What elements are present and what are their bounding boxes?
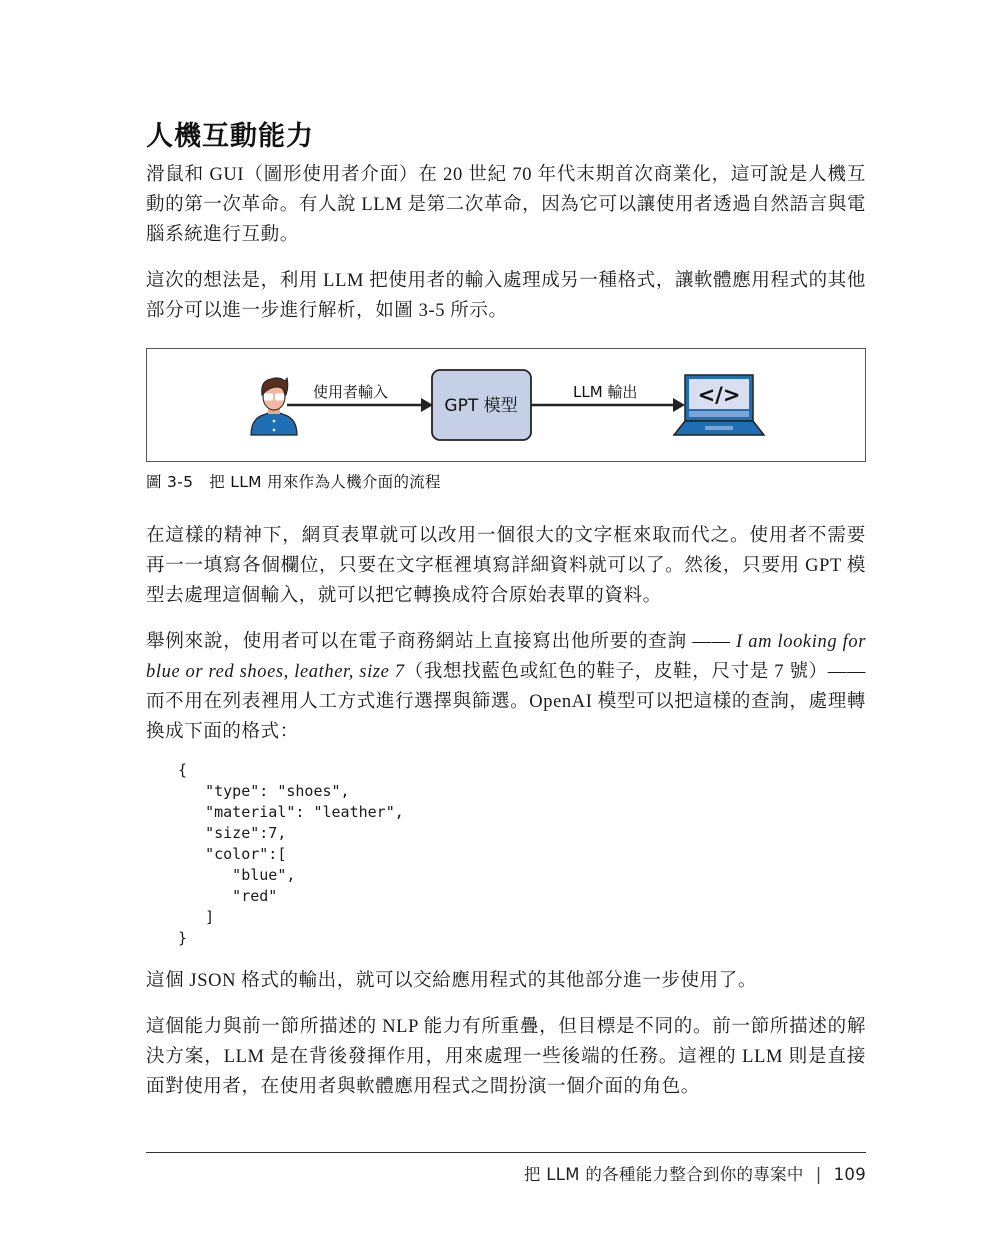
example-text-before: 舉例來說，使用者可以在電子商務網站上直接寫出他所要的查詢 —— bbox=[146, 632, 737, 652]
paragraph-comparison: 這個能力與前一節所描述的 NLP 能力有所重疊，但目標是不同的。前一節所描述的解決方案，LLM 是在背後發揮作用，用來處理一些後端的任務。這裡的 LLM 則是直接面對使用者，在使用者與軟體應用程式之間扮演一個介面的角色。 bbox=[146, 1017, 866, 1097]
footer-separator: | bbox=[815, 1165, 822, 1184]
footer-divider bbox=[146, 1152, 866, 1153]
paragraph-json-output: 這個 JSON 格式的輸出，就可以交給應用程式的其他部分進一步使用了。 bbox=[146, 971, 757, 991]
json-code-block: { "type": "shoes", "material": "leather", "size":7, "color":[ "blue", "red" ] } bbox=[178, 761, 404, 947]
figure-caption bbox=[146, 470, 441, 492]
input-arrow-label: 使用者輸入 bbox=[313, 383, 389, 401]
paragraph-intro: 滑鼠和 GUI（圖形使用者介面）在 20 世紀 70 年代末期首次商業化，這可說是人機互動的第一次革命。有人說 LLM 是第二次革命，因為它可以讓使用者透過自然語言與電腦系統進行互動。 bbox=[146, 165, 866, 245]
gpt-model-label: GPT 模型 bbox=[444, 396, 518, 416]
paragraph-idea: 這次的想法是，利用 LLM 把使用者的輸入處理成另一種格式，讓軟體應用程式的其他部分可以進一步進行解析，如圖 3-5 所示。 bbox=[146, 271, 866, 321]
laptop-code-icon bbox=[674, 375, 764, 435]
figure-number: 圖 3-5 bbox=[146, 473, 194, 491]
page-number: 109 bbox=[833, 1165, 866, 1184]
figure-caption-text: 把 LLM 用來作為人機介面的流程 bbox=[209, 473, 441, 491]
output-arrow-label: LLM 輸出 bbox=[573, 383, 638, 401]
page-footer bbox=[524, 1161, 866, 1185]
flow-diagram bbox=[147, 349, 865, 461]
chapter-title: 把 LLM 的各種能力整合到你的專案中 bbox=[523, 1165, 804, 1184]
example-text-after: （我想找藍色或紅色的鞋子，皮鞋，尺寸是 7 號）—— 而不用在列表裡用人工方式進行選擇與篩選。OpenAI 模型可以把這樣的查詢，處理轉換成下面的格式： bbox=[146, 662, 866, 742]
user-avatar-icon bbox=[251, 378, 297, 435]
example-query-italic: I am looking for blue or red shoes, leather, size 7 bbox=[146, 632, 866, 682]
paragraph-forms: 在這樣的精神下，網頁表單就可以改用一個很大的文字框來取而代之。使用者不需要再一一填寫各個欄位，只要在文字框裡填寫詳細資料就可以了。然後，只要用 GPT 模型去處理這個輸入，就可以把它轉換成符合原始表單的資料。 bbox=[146, 526, 866, 606]
section-heading: 人機互動能力 bbox=[146, 121, 314, 152]
paragraph-example bbox=[146, 627, 866, 747]
figure-3-5-diagram bbox=[146, 348, 866, 462]
code-glyph: </> bbox=[697, 383, 741, 407]
